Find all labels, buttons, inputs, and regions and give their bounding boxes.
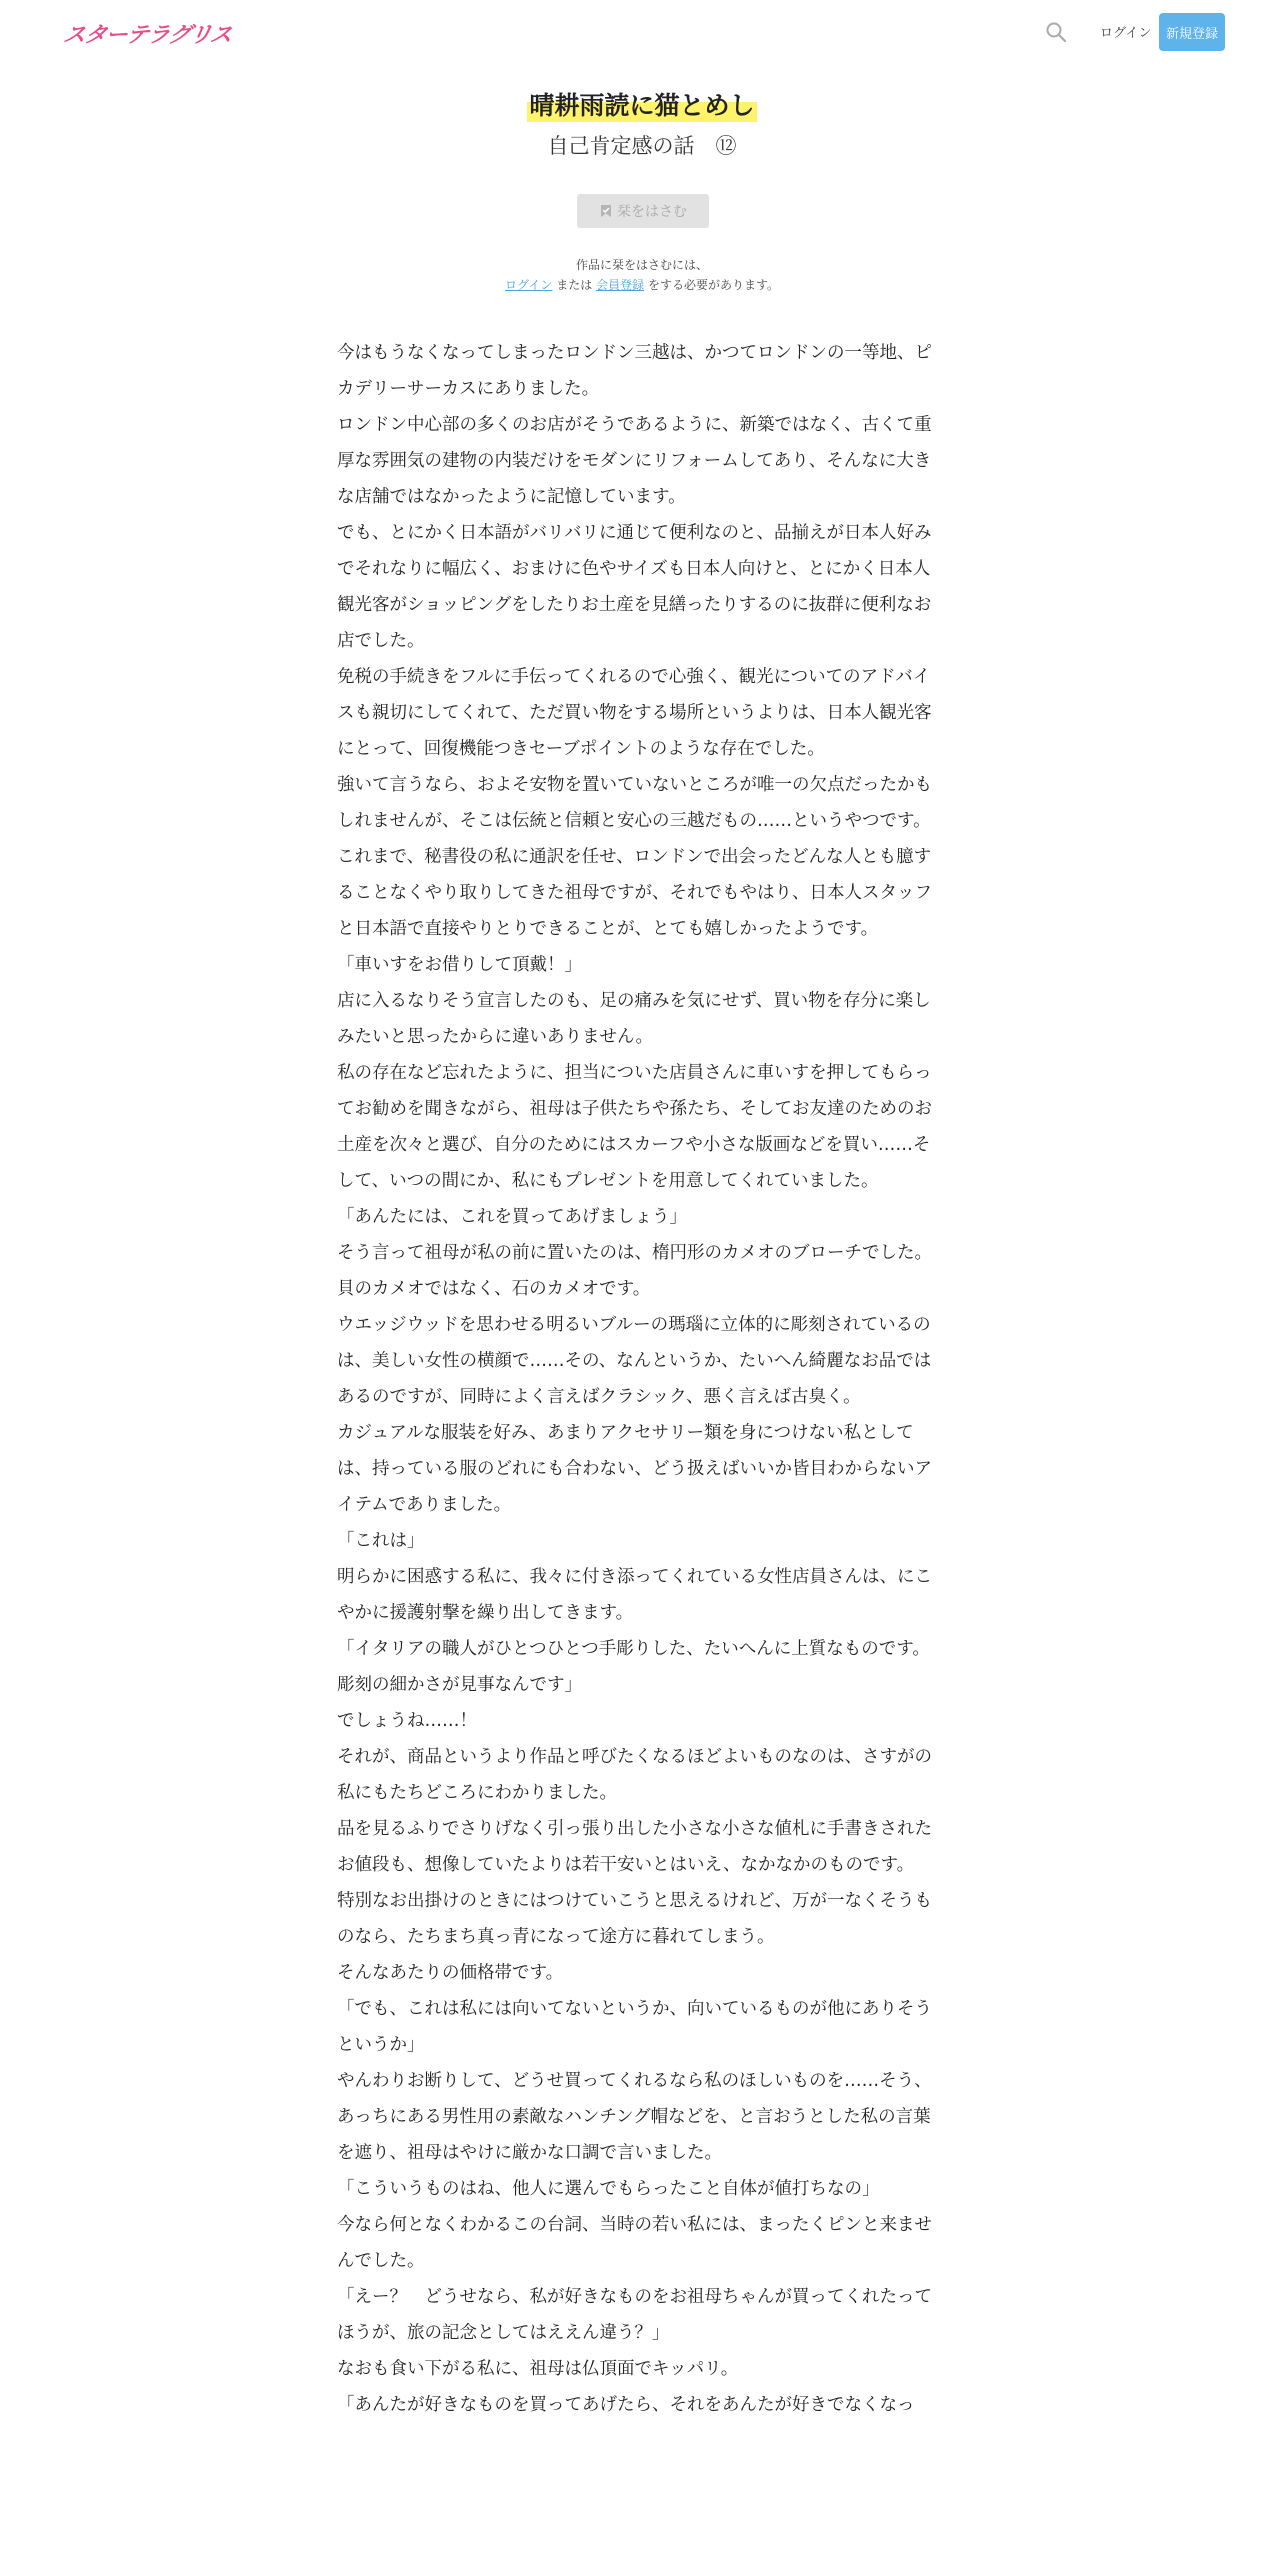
paragraph: カジュアルな服装を好み、あまりアクセサリー類を身につけない私としては、持っている服のどれにも合わない、どう扱えばいいか皆目わからないアイテムでありました。 <box>337 1423 932 1515</box>
site-header <box>0 0 1284 66</box>
paragraph: 「あんたが好きなものを買ってあげたら、それをあんたが好きでなくなっ <box>337 2395 915 2415</box>
paragraph: 「でも、これは私には向いてないというか、向いているものが他にありそうというか」 <box>337 1999 932 2055</box>
paragraph: やんわりお断りして、どうせ買ってくれるなら私のほしいものを……そう、あっちにある男性用の素敵なハンチング帽などを、と言おうとした私の言葉を遮り、祖母はやけに厳かな口調で言いました。 <box>337 2071 932 2163</box>
paragraph: 「これは」 <box>337 1531 425 1551</box>
note-register-link[interactable]: 会員登録 <box>596 278 645 292</box>
login-link[interactable]: ログイン <box>1100 26 1152 41</box>
paragraph: 品を見るふりでさりげなく引っ張り出した小さな小さな値札に手書きされたお値段も、想像していたよりは若干安いとはいえ、なかなかのものです。 <box>337 1819 932 1875</box>
paragraph: 私の存在など忘れたように、担当についた店員さんに車いすを押してもらってお勧めを聞きながら、祖母は子供たちや孫たち、そしてお友達のためのお土産を次々と選び、自分のためにはスカーフや小さな版画などを買い……そして、いつの間にか、私にもプレゼントを用意してくれていました。 <box>337 1063 932 1191</box>
bookmark-button[interactable] <box>577 194 709 228</box>
paragraph: 「こういうものはね、他人に選んでもらったこと自体が値打ちなの」 <box>337 2179 880 2199</box>
paragraph: 今はもうなくなってしまったロンドン三越は、かつてロンドンの一等地、ピカデリーサーカスにありました。 <box>337 343 932 399</box>
paragraph: ウエッジウッドを思わせる明るいブルーの瑪瑙に立体的に彫刻されているのは、美しい女性の横顔で……その、なんというか、たいへん綺麗なお品ではあるのですが、同時によく言えばクラシック、悪く言えば古臭く。 <box>337 1315 932 1407</box>
paragraph: 貝のカメオではなく、石のカメオです。 <box>337 1279 651 1299</box>
paragraph: 特別なお出掛けのときにはつけていこうと思えるけれど、万が一なくそうものなら、たちまち真っ青になって途方に暮れてしまう。 <box>337 1891 932 1947</box>
search-icon[interactable] <box>1044 20 1068 44</box>
paragraph: 店に入るなりそう宣言したのも、足の痛みを気にせず、買い物を存分に楽しみたいと思ったからに違いありません。 <box>337 991 931 1047</box>
paragraph: でも、とにかく日本語がバリバリに通じて便利なのと、品揃えが日本人好みでそれなりに幅広く、おまけに色やサイズも日本人向けと、とにかく日本人観光客がショッピングをしたりお土産を見繕ったりするのに抜群に便利なお店でした。 <box>337 523 932 651</box>
note-suffix: をする必要があります。 <box>647 278 779 292</box>
paragraph: なおも食い下がる私に、祖母は仏頂面でキッパリ。 <box>337 2359 739 2379</box>
work-title[interactable]: 晴耕雨読に猫とめし <box>527 86 756 122</box>
paragraph: 免税の手続きをフルに手伝ってくれるので心強く、観光についてのアドバイスも親切にしてくれて、ただ買い物をする場所というよりは、日本人観光客にとって、回復機能つきセーブポイントのような存在でした。 <box>337 667 932 759</box>
paragraph: ロンドン中心部の多くのお店がそうであるように、新築ではなく、古くて重厚な雰囲気の建物の内装だけをモダンにリフォームしてあり、そんなに大きな店舗ではなかったように記憶しています。 <box>337 415 932 507</box>
paragraph: これまで、秘書役の私に通訳を任せ、ロンドンで出会ったどんな人とも臆することなくやり取りしてきた祖母ですが、それでもやはり、日本人スタッフと日本語で直接やりとりできることが、とても嬉しかったようです。 <box>337 847 932 939</box>
bookmark-note-links <box>0 276 1284 293</box>
note-or: または <box>556 278 593 292</box>
paragraph: それが、商品というより作品と呼びたくなるほどよいものなのは、さすがの私にもたちどころにわかりました。 <box>337 1747 932 1803</box>
episode-body <box>337 335 947 2423</box>
paragraph: そう言って祖母が私の前に置いたのは、楕円形のカメオのブローチでした。 <box>337 1243 932 1263</box>
episode-title: 自己肯定感の話 ⑫ <box>547 134 737 158</box>
note-login-link[interactable]: ログイン <box>505 278 553 292</box>
site-logo[interactable]: スターテラグリス <box>61 22 234 48</box>
paragraph: そんなあたりの価格帯です。 <box>337 1963 564 1983</box>
bookmark-note: 作品に栞をはさむには、 <box>575 258 708 272</box>
paragraph: 「あんたには、これを買ってあげましょう」 <box>337 1207 687 1227</box>
paragraph: 明らかに困惑する私に、我々に付き添ってくれている女性店員さんは、にこやかに援護射撃を繰り出してきます。 <box>337 1567 932 1623</box>
work-title-wrap <box>0 86 1284 122</box>
paragraph: でしょうね……！ <box>337 1711 477 1731</box>
register-button[interactable]: 新規登録 <box>1159 13 1225 51</box>
paragraph: 今なら何となくわかるこの台詞、当時の若い私には、まったくピンと来ませんでした。 <box>337 2215 932 2271</box>
paragraph: 強いて言うなら、およそ安物を置いていないところが唯一の欠点だったかもしれませんが、そこは伝統と信頼と安心の三越だもの……というやつです。 <box>337 775 932 831</box>
paragraph: 「えー？ どうせなら、私が好きなものをお祖母ちゃんが買ってくれたってほうが、旅の記念としてはええん違う？」 <box>337 2287 932 2343</box>
paragraph: 「車いすをお借りして頂戴！」 <box>337 955 582 975</box>
bookmark-icon <box>599 204 613 218</box>
bookmark-label: 栞をはさむ <box>617 204 687 220</box>
paragraph: 「イタリアの職人がひとつひとつ手彫りした、たいへんに上質なものです。彫刻の細かさが見事なんです」 <box>337 1639 930 1695</box>
